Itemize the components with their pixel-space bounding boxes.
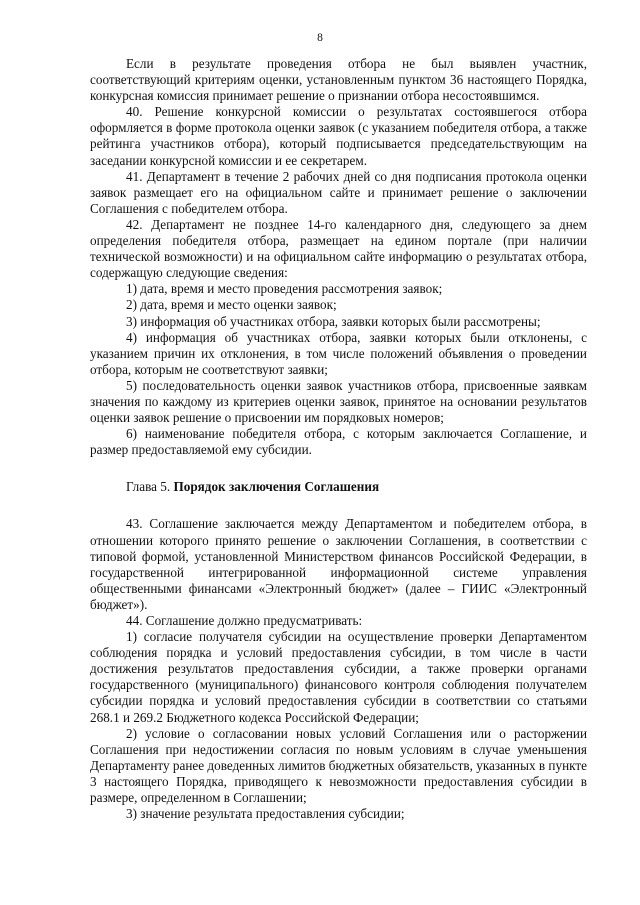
paragraph: Если в результате проведения отбора не был выявлен участник, соответствующий критериям оценки, установленным пунктом 36 настоящего Порядка, конкурсная комиссия принимает решение о признании отбора несостоявшимся. xyxy=(90,56,587,104)
list-item: 1) дата, время и место проведения рассмотрения заявок; xyxy=(126,281,443,297)
list-item: 3) информация об участниках отбора, заявки которых были рассмотрены; xyxy=(126,313,541,329)
chapter-prefix: Глава 5. xyxy=(126,479,171,495)
chapter-heading xyxy=(90,479,587,495)
chapter-title: Порядок заключения Соглашения xyxy=(173,479,380,495)
list-item: 2) условие о согласовании новых условий Соглашения или о расторжении Соглашения при недостижении согласия по новым условиям в случае уменьшения Департаменту ранее доведенных лимитов бюджетных обязательств, указанных в пункте 3 настоящего Порядка, приводящего к невозможности предоставления субсидии в размере, определенном в Соглашении; xyxy=(90,725,587,806)
paragraph: 40. Решение конкурсной комиссии о результатах состоявшегося отбора оформляется в форме протокола оценки заявок (с указанием победителя отбора, а также рейтинга участников отбора), который подписывается председательствующим на заседании конкурсной комиссии и ее секретарем. xyxy=(90,104,587,168)
list-item: 3) значение результата предоставления субсидии; xyxy=(126,806,405,822)
paragraph: 43. Соглашение заключается между Департаментом и победителем отбора, в отношении которого принято решение о заключении Соглашения, в соответствии с типовой формой, установленной Министерством финансов Российской Федерации, в государственной интегрированной информационной системе управления общественными финансами «Электронный бюджет» (далее – ГИИС «Электронный бюджет»). xyxy=(90,516,587,612)
list-item: 6) наименование победителя отбора, с которым заключается Соглашение, и размер предоставляемой ему субсидии. xyxy=(90,426,587,458)
list-item: 5) последовательность оценки заявок участников отбора, присвоенные заявкам значения по каждому из критериев оценки заявок, принятое на основании результатов оценки заявок решение о присвоении им порядковых номеров; xyxy=(90,377,587,426)
document-body xyxy=(90,56,587,822)
list-item: 2) дата, время и место оценки заявок; xyxy=(126,297,337,313)
page-number: 8 xyxy=(317,32,323,44)
paragraph: 44. Соглашение должно предусматривать: xyxy=(126,613,363,628)
list-item: 4) информация об участниках отбора, заявки которых были отклонены, с указанием причин их отклонения, в том числе положений объявления о проведении отбора, которым не соответствуют заявки; xyxy=(90,329,587,377)
paragraph: 42. Департамент не позднее 14-го календарного дня, следующего за днем определения победителя отбора, размещает на едином портале (при наличии технической возможности) и на официальном сайте информацию о результатах отбора, содержащую следующие сведения: xyxy=(90,216,587,281)
paragraph: 41. Департамент в течение 2 рабочих дней со дня подписания протокола оценки заявок размещает его на официальном сайте и принимает решение о заключении Соглашения с победителем отбора. xyxy=(90,168,587,216)
list-item: 1) согласие получателя субсидии на осуществление проверки Департаментом соблюдения порядка и условий предоставления субсидии, в том числе в части достижения результатов предоставления субсидии, а также проверки органами государственного (муниципального) финансового контроля соблюдения получателем субсидии порядка и условий предоставления субсидии в соответствии со статьями 268.1 и 269.2 Бюджетного кодекса Российской Федерации; xyxy=(90,629,587,725)
